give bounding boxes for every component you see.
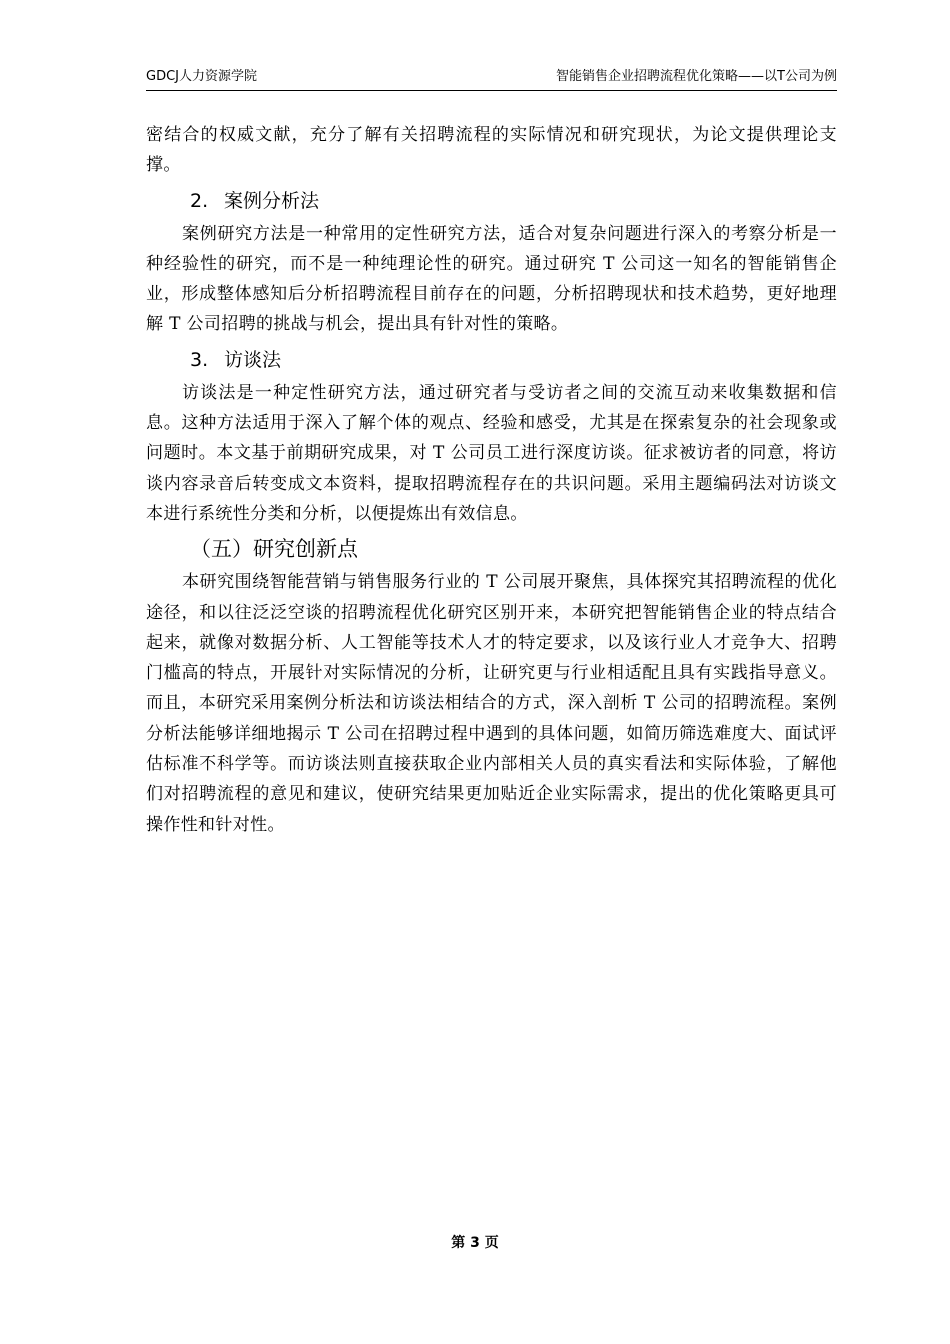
heading-title: 案例分析法 [224,189,320,212]
heading-title: 访谈法 [224,348,282,371]
heading-interview [146,342,837,378]
heading-case-analysis [146,183,837,219]
page-number: 第 3 页 [451,1235,499,1251]
header-institution: GDCJ人力资源学院 [146,69,257,84]
page-body [146,120,837,840]
heading-innovation: （五）研究创新点 [190,537,358,562]
header-paper-title: 智能销售企业招聘流程优化策略——以T公司为例 [556,69,837,84]
heading-number: 2. [190,189,209,212]
paragraph-interview: 访谈法是一种定性研究方法，通过研究者与受访者之间的交流互动来收集数据和信息。这种方法适用于深入了解个体的观点、经验和感受，尤其是在探索复杂的社会现象或问题时。本文基于前期研究成果，对 T 公司员工进行深度访谈。征求被访者的同意，将访谈内容录音后转变成文本资料，提取招聘流程存在的共识问题。采用主题编码法对访谈文本进行系统性分类和分析，以便提炼出有效信息。 [146,382,837,524]
paragraph-continuation: 密结合的权威文献，充分了解有关招聘流程的实际情况和研究现状，为论文提供理论支撑。 [146,125,837,176]
paragraph-innovation: 本研究围绕智能营销与销售服务行业的 T 公司展开聚焦，具体探究其招聘流程的优化途径，和以往泛泛空谈的招聘流程优化研究区别开来，本研究把智能销售企业的特点结合起来，就像对数据分析、人工智能等技术人才的特定要求，以及该行业人才竞争大、招聘门槛高的特点，开展针对实际情况的分析，让研究更与行业相适配且具有实践指导意义。而且，本研究采用案例分析法和访谈法相结合的方式，深入剖析 T 公司的招聘流程。案例分析法能够详细地揭示 T 公司在招聘过程中遇到的具体问题，如简历筛选难度大、面试评估标准不科学等。而访谈法则直接获取企业内部相关人员的真实看法和实际体验，了解他们对招聘流程的意见和建议，使研究结果更加贴近企业实际需求，提出的优化策略更具可操作性和针对性。 [146,572,837,835]
page-header [146,68,837,91]
heading-number: 3. [190,348,209,371]
paragraph-case-analysis: 案例研究方法是一种常用的定性研究方法，适合对复杂问题进行深入的考察分析是一种经验性的研究，而不是一种纯理论性的研究。通过研究 T 公司这一知名的智能销售企业，形成整体感知后分析招聘流程目前存在的问题，分析招聘现状和技术趋势，更好地理解 T 公司招聘的挑战与机会，提出具有针对性的策略。 [146,223,837,335]
